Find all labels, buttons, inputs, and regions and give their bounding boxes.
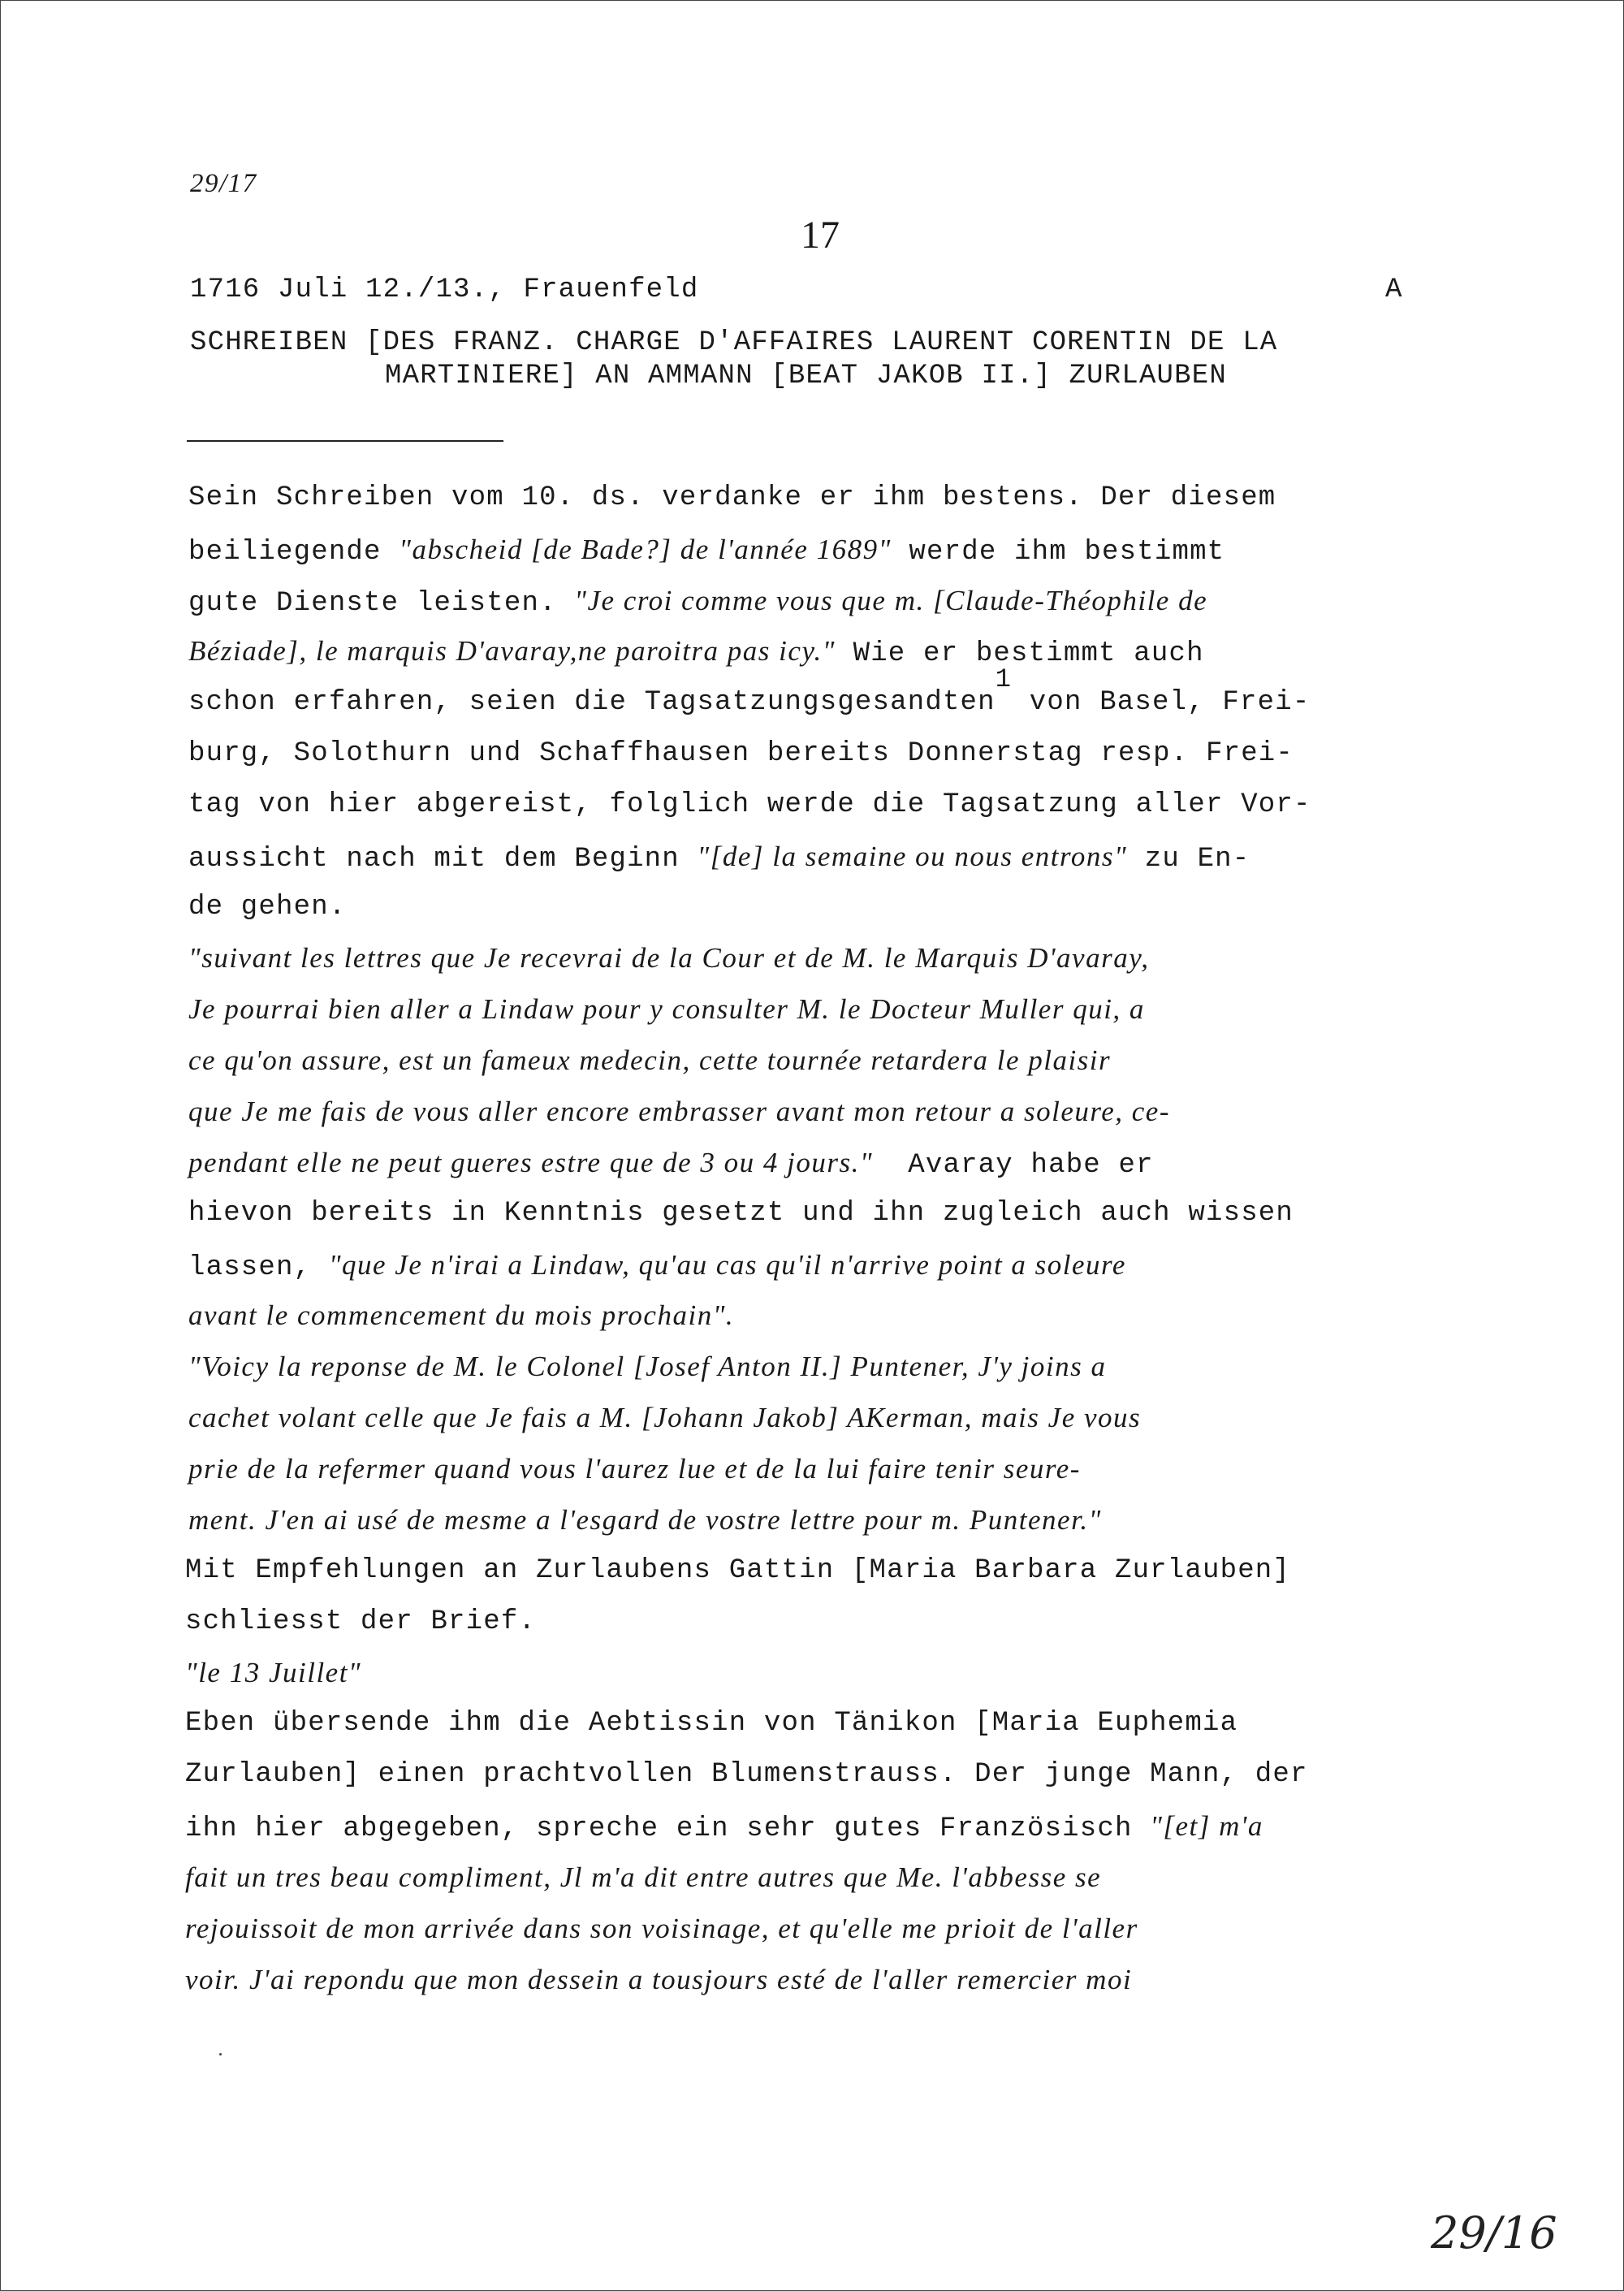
quote-line: ment. J'en ai usé de mesme a l'esgard de vostre lettre pour m. Puntener."	[188, 1504, 1102, 1536]
text-line: schliesst der Brief.	[185, 1606, 537, 1637]
text-line: Mit Empfehlungen an Zurlaubens Gattin [Maria Barbara Zurlauben]	[185, 1555, 1291, 1586]
document-title-line-2: MARTINIERE] AN AMMANN [BEAT JAKOB II.] ZURLAUBEN	[385, 361, 1227, 391]
text-line: aussicht nach mit dem Beginn "[de] la semaine ou nous entrons" zu En-	[188, 841, 1250, 875]
quote-line: Je pourrai bien aller a Lindaw pour y consulter M. le Docteur Muller qui, a	[188, 993, 1145, 1025]
quote-line: "suivant les lettres que Je recevrai de la Cour et de M. le Marquis D'avaray,	[188, 942, 1150, 974]
text-line: de gehen.	[188, 892, 347, 923]
quote-line: "le 13 Juillet"	[185, 1657, 362, 1688]
text-line: schon erfahren, seien die Tagsatzungsgesandten1 von Basel, Frei-	[188, 664, 1311, 718]
text-line: pendant elle ne peut gueres estre que de 3 ou 4 jours." Avaray habe er	[188, 1147, 1154, 1181]
header-rule	[187, 440, 503, 442]
quote-line: fait un tres beau compliment, Jl m'a dit entre autres que Me. l'abbesse se	[185, 1861, 1102, 1893]
stray-mark	[219, 2053, 222, 2055]
date-place: 1716 Juli 12./13., Frauenfeld	[190, 274, 699, 305]
quote-line: cachet volant celle que Je fais a M. [Johann Jakob] AKerman, mais Je vous	[188, 1402, 1142, 1433]
quote-line: prie de la refermer quand vous l'aurez lue et de la lui faire tenir seure-	[188, 1453, 1081, 1485]
quote-line: que Je me fais de vous aller encore embrasser avant mon retour a soleure, ce-	[188, 1096, 1170, 1127]
text-line: tag von hier abgereist, folglich werde die Tagsatzung aller Vor-	[188, 789, 1311, 820]
quote-line: ce qu'on assure, est un fameux medecin, cette tournée retardera le plaisir	[188, 1044, 1112, 1076]
quote-line: "Voicy la reponse de M. le Colonel [Josef Anton II.] Puntener, J'y joins a	[188, 1351, 1107, 1382]
text-line: gute Dienste leisten. "Je croi comme vous que m. [Claude-Théophile de	[188, 585, 1208, 619]
quote-line: rejouissoit de mon arrivée dans son voisinage, et qu'elle me prioit de l'aller	[185, 1913, 1138, 1944]
text-line: ihn hier abgegeben, spreche ein sehr gutes Französisch "[et] m'a	[185, 1810, 1263, 1844]
text-line: Eben übersende ihm die Aebtissin von Tänikon [Maria Euphemia	[185, 1708, 1238, 1739]
letter-code: A	[1385, 274, 1403, 305]
text-line: Sein Schreiben vom 10. ds. verdanke er ihm bestens. Der diesem	[188, 482, 1276, 513]
text-line: beiliegende "abscheid [de Bade?] de l'année 1689" werde ihm bestimmt	[188, 534, 1225, 568]
text-line: lassen, "que Je n'irai a Lindaw, qu'au cas qu'il n'arrive point a soleure	[188, 1249, 1126, 1283]
document-title-line-1: SCHREIBEN [DES FRANZ. CHARGE D'AFFAIRES LAURENT CORENTIN DE LA	[190, 327, 1278, 358]
archive-reference: 29/17	[190, 169, 257, 198]
footnote-marker: 1	[995, 664, 1013, 694]
handwritten-page-number: 29/16	[1431, 2207, 1557, 2259]
text-line: Béziade], le marquis D'avaray,ne paroitra pas icy." Wie er bestimmt auch	[188, 635, 1204, 669]
text-line: burg, Solothurn und Schaffhausen bereits Donnerstag resp. Frei-	[188, 738, 1294, 769]
text-line: hievon bereits in Kenntnis gesetzt und ihn zugleich auch wissen	[188, 1198, 1294, 1229]
document-number: 17	[801, 214, 840, 257]
text-line: Zurlauben] einen prachtvollen Blumenstrauss. Der junge Mann, der	[185, 1759, 1308, 1790]
quote-line: avant le commencement du mois prochain".	[188, 1299, 735, 1331]
quote-line: voir. J'ai repondu que mon dessein a tousjours esté de l'aller remercier moi	[185, 1964, 1133, 1995]
